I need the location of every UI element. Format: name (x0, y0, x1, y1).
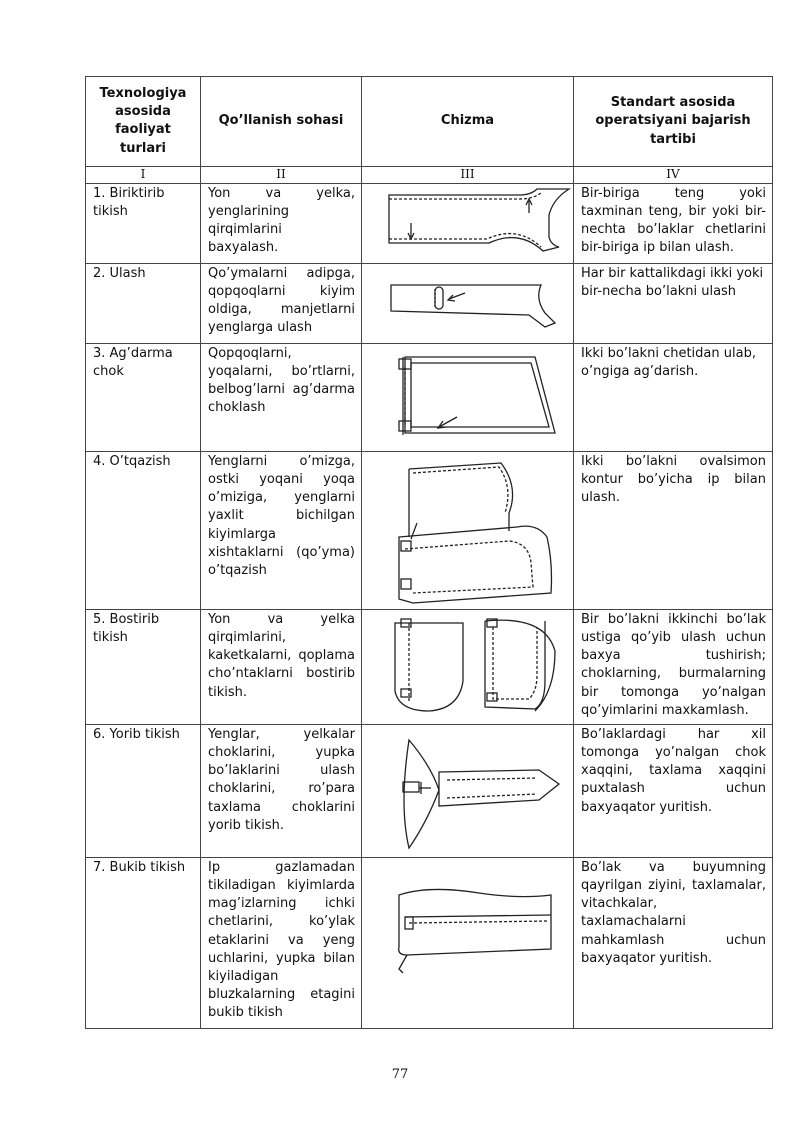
activity-type-cell: 5. Bostirib tikish (86, 609, 201, 724)
activity-type-cell: 1. Biriktirib tikish (86, 183, 201, 263)
header-drawing: Chizma (362, 77, 574, 167)
attach-seam-sketch-icon (362, 263, 574, 343)
application-area-cell: Qopqoqlarni, yoqalarni, bo’rtlarni, belbog’larni ag’darma choklash (201, 343, 362, 451)
procedure-cell: Bir-biriga teng yoki taxminan teng, bir yoki bir-nechta bo’laklar chetlarini bir-biriga ip bilan ulash. (574, 183, 773, 263)
application-area-cell: Yenglar, yelkalar choklarini, yupka bo’laklarini ulash choklarini, ro’para taxlama choklarini yorib tikish. (201, 724, 362, 857)
procedure-cell: Bir bo’lakni ikkinchi bo’lak ustiga qo’yib ulash uchun baxya tushirish; choklarning, burmalarning bir tomonga yo’nalgan qo’yimlarini maxkamlash. (574, 609, 773, 724)
table-row (86, 183, 773, 263)
table-row (86, 609, 773, 724)
page-number: 77 (391, 1067, 409, 1082)
procedure-cell: Ikki bo’lakni ovalsimon kontur bo’yicha ip bilan ulash. (574, 451, 773, 609)
procedure-cell: Ikki bo’lakni chetidan ulab, o’ngiga ag’darish. (574, 343, 773, 451)
application-area-cell: Yenglarni o’mizga, ostki yoqani yoqa o’miziga, yenglarni yaxlit bichilgan kiyimlarga xishtaklarni (qo’yma) o’tqazish (201, 451, 362, 609)
set-in-seam-sketch-icon (362, 451, 574, 609)
hem-fold-sketch-icon (362, 857, 574, 1028)
procedure-cell: Bo’lak va buyumning qayrilgan ziyini, taxlamalar, vitachkalar, taxlamachalarni mahkamlash uchun baxyaqator yuritish. (574, 857, 773, 1028)
table-header-row (86, 77, 773, 167)
roman-col-3: III (362, 166, 574, 183)
table-row (86, 343, 773, 451)
roman-numeral-row (86, 166, 773, 183)
header-application-area: Qo’llanish sohasi (201, 77, 362, 167)
roman-col-4: IV (574, 166, 773, 183)
activity-type-cell: 7. Bukib tikish (86, 857, 201, 1028)
header-activity-type: Texnologiya asosida faoliyat turlari (86, 77, 201, 167)
application-area-cell: Yon va yelka qirqimlarini, kaketkalarni, qoplama cho’ntaklarni bostirib tikish. (201, 609, 362, 724)
roman-col-1: I (86, 166, 201, 183)
table-row (86, 724, 773, 857)
application-area-cell: Qo’ymalarni adipga, qopqoqlarni kiyim oldiga, manjetlarni yenglarga ulash (201, 263, 362, 343)
table-row (86, 263, 773, 343)
activity-type-cell: 3. Ag’darma chok (86, 343, 201, 451)
roman-col-2: II (201, 166, 362, 183)
split-seam-sketch-icon (362, 724, 574, 857)
topstitch-pocket-sketch-icon (362, 609, 574, 724)
application-area-cell: Ip gazlamadan tikiladigan kiyimlarda mag’izlarning ichki chetlarini, ko’ylak etaklarini va yeng uchlarini, yupka bilan kiyiladigan bluzkalarning etagini bukib tikish (201, 857, 362, 1028)
application-area-cell: Yon va yelka, yenglarining qirqimlarini baxyalash. (201, 183, 362, 263)
seam-joining-sketch-icon (362, 183, 574, 263)
turned-seam-sketch-icon (362, 343, 574, 451)
activity-type-cell: 6. Yorib tikish (86, 724, 201, 857)
table-row (86, 451, 773, 609)
activity-type-cell: 4. O’tqazish (86, 451, 201, 609)
table-row (86, 857, 773, 1028)
header-procedure: Standart asosida operatsiyani bajarish tartibi (574, 77, 773, 167)
seam-types-table (85, 76, 773, 1029)
activity-type-cell: 2. Ulash (86, 263, 201, 343)
procedure-cell: Har bir kattalikdagi ikki yoki bir-necha bo’lakni ulash (574, 263, 773, 343)
procedure-cell: Bo’laklardagi har xil tomonga yo’nalgan chok xaqqini, taxlama xaqqini puxtalash uchun baxyaqator yuritish. (574, 724, 773, 857)
